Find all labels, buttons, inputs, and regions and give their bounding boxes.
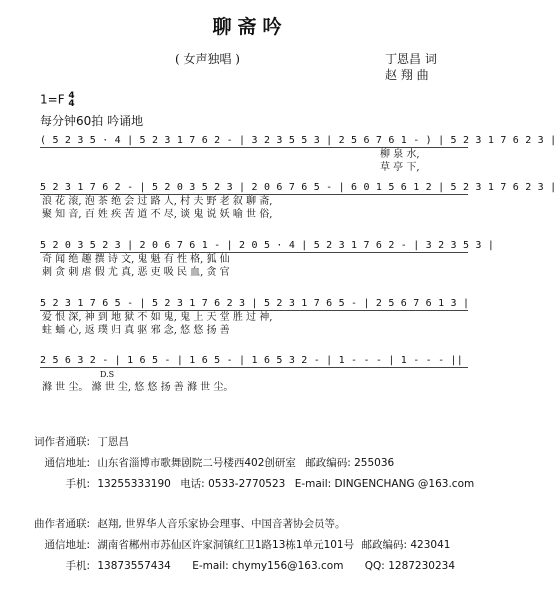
song-title: 聊斋吟 [212,16,288,38]
ds-mark: D.S [100,370,115,379]
lyricist-address: 通信地址: 山东省淄博市歌舞剧院二号楼西402创研室 邮政编码: 255036 [44,457,395,469]
score-row-3 [40,240,495,279]
composer-contact: 曲作者通联: 赵翔, 世界华人音乐家协会理事、中国音著协会员等。 [33,518,346,530]
intro-notes: ( 5 2 3 5 · 4 | 5 2 3 1 7 6 2 - | 3 2 3 5 5 3 | 2 5 6 7 6 1 - ) | 5 2 3 1 7 6 2 3 | [40,135,556,146]
composer-phone: 手机: 13873557434 E-mail: chymy156@163.com QQ: 1287230234 [65,560,456,572]
lyricist-credit: 丁恩昌 词 [385,52,437,66]
lyric-line: 滌 世 尘。 滌 世 尘, 悠 悠 扬 善 滌 世 尘。 [42,382,234,393]
score-row-5 [40,355,468,394]
notes-line: 2 5 6 3 2 - | 1 6 5 - | 1 6 5 - | 1 6 5 3 2 - | 1 - - - | 1 - - - || [40,355,468,368]
lyric-line: 草 亭 下, [380,162,420,173]
tempo-marking: 每分钟60拍 吟诵地 [40,114,144,128]
score-row-2 [40,182,556,221]
lyricist-phone: 手机: 13255333190 电话: 0533-2770523 E-mail: DINGENCHANG @163.com [65,478,475,490]
lyricist-email: DINGENCHANG @163.com [334,478,475,490]
lyric-line: 浪 花 滚, 泡 茶 绝 会 过 路 人, 村 夫 野 老 叙 聊 斋, [42,196,273,207]
lyric-line: 蛀 蛹 心, 返 璞 归 真 驱 邪 念, 悠 悠 扬 善 [42,325,230,336]
notes-line: 5 2 0 3 5 2 3 | 2 0 6 7 6 1 - | 2 0 5 · 4 | 5 2 3 1 7 6 2 - | 3 2 3 5 3 | [40,240,495,251]
lyricist-contact: 词作者通联: 丁恩昌 [33,436,129,448]
key-signature [40,92,75,108]
lyric-line: 刺 贪 刺 虐 假 尤 真, 恶 吏 吸 民 血, 贪 官 [42,267,230,278]
composer-credit: 赵 翔 曲 [385,68,429,82]
lyric-line: 奇 闻 绝 趣 撰 诗 文, 鬼 魁 有 性 格, 狐 仙 [42,254,230,265]
score-row-4 [40,298,468,337]
notes-line: 5 2 3 1 7 6 5 - | 5 2 3 1 7 6 2 3 | 5 2 3 1 7 6 5 - | 2 5 6 7 6 1 3 | [40,298,470,309]
lyric-line: 聚 知 音, 百 姓 疾 苦 道 不 尽, 谈 鬼 说 妖 喻 世 俗, [42,209,273,220]
lyric-line: 柳 泉 水, [380,149,420,160]
key-label: 1=F [40,92,65,107]
subtitle: ( 女声独唱 ) [175,52,240,66]
score-row-1 [40,135,556,174]
composer-email: chymy156@163.com [232,560,344,572]
notes-line: 5 2 3 1 7 6 2 - | 5 2 0 3 5 2 3 | 2 0 6 7 6 5 - | 6 0 1 5 6 1 2 | 5 2 3 1 7 6 2 3 | [40,182,556,193]
composer-address: 通信地址: 湖南省郴州市苏仙区许家洞镇红卫1路13栋1单元101号 邮政编码: 423041 [44,539,451,551]
lyric-line: 爱 恨 深, 神 到 地 狱 不 如 鬼, 鬼 上 天 堂 胜 过 神, [42,312,273,323]
time-signature: 4 4 [68,91,75,109]
